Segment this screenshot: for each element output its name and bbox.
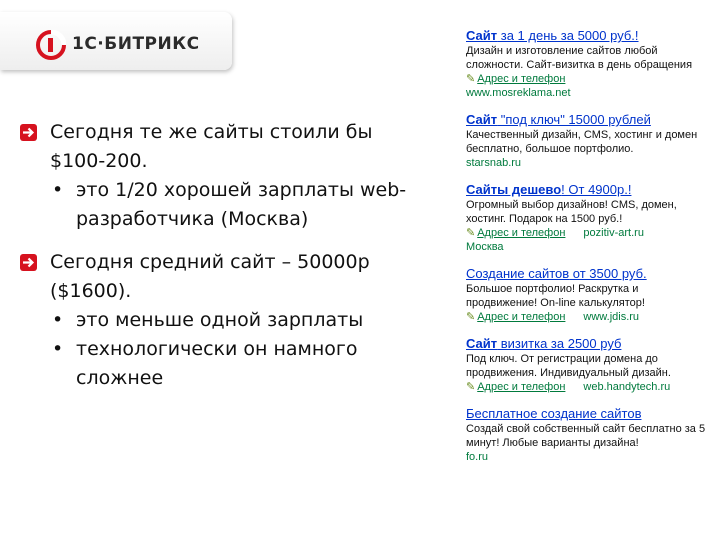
ad-url[interactable]: web.handytech.ru — [583, 381, 671, 393]
ad-description: Огромный выбор дизайнов! CMS, домен, хостинг. Подарок на 1500 руб.! — [466, 199, 677, 225]
bitrix-logo-icon — [36, 30, 66, 60]
pin-icon: ✎ — [466, 381, 476, 393]
sub-bullet-item: • это 1/20 хорошей зарплаты web-разработчика (Москва) — [52, 179, 407, 230]
ad-title-link[interactable]: Бесплатное создание сайтов — [466, 406, 642, 421]
pin-icon: ✎ — [466, 227, 476, 239]
ad-url[interactable]: pozitiv-art.ru — [583, 227, 644, 239]
ad-block — [466, 406, 706, 464]
ad-url[interactable]: fo.ru — [466, 451, 489, 463]
red-arrow-icon — [20, 254, 37, 271]
bullet-text: Сегодня средний сайт – 50000р ($1600). — [50, 251, 370, 302]
ad-contact-link[interactable]: Адрес и телефон — [477, 311, 566, 323]
pin-icon: ✎ — [466, 311, 476, 323]
ad-description: Качественный дизайн, CMS, хостинг и домен бесплатно, большое портфолио. — [466, 129, 698, 155]
ad-title-link[interactable]: Сайт "под ключ" 15000 рублей — [466, 112, 651, 127]
ad-description: Большое портфолио! Раскрутка и продвижение! On-line калькулятор! — [466, 283, 645, 309]
ad-title-link[interactable]: Сайты дешево! От 4900р.! — [466, 182, 632, 197]
sub-bullet-item: • это меньше одной зарплаты — [52, 309, 364, 331]
ad-description: Дизайн и изготовление сайтов любой сложности. Сайт-визитка в день обращения — [466, 45, 693, 71]
ad-block — [466, 28, 706, 100]
ad-region: Москва — [466, 241, 504, 253]
bullet-item — [18, 248, 418, 393]
ad-url[interactable]: www.mosreklama.net — [466, 87, 571, 99]
ad-title-link[interactable]: Создание сайтов от 3500 руб. — [466, 266, 647, 281]
sub-bullet-text: технологически он намного сложнее — [76, 338, 358, 389]
pin-icon: ✎ — [466, 73, 476, 85]
ad-block — [466, 112, 706, 170]
ad-title-link[interactable]: Сайт за 1 день за 5000 руб.! — [466, 28, 639, 43]
ad-block — [466, 266, 706, 324]
logo-text: 1С·БИТРИКС — [72, 34, 200, 54]
ad-description: Под ключ. От регистрации домена до продвижения. Индивидуальный дизайн. — [466, 353, 671, 379]
bullet-text: Сегодня те же сайты стоили бы $100-200. — [50, 121, 373, 172]
ad-block — [466, 182, 706, 254]
ad-url[interactable]: starsnab.ru — [466, 157, 522, 169]
ad-description: Создай свой собственный сайт бесплатно за 5 минут! Любые варианты дизайна! — [466, 423, 706, 449]
ad-title-link[interactable]: Сайт визитка за 2500 руб — [466, 336, 622, 351]
ad-url[interactable]: www.jdis.ru — [583, 311, 640, 323]
ad-contact-link[interactable]: Адрес и телефон — [477, 73, 566, 85]
logo-panel — [0, 12, 232, 70]
bullet-item — [18, 118, 418, 234]
sub-bullet-item: • технологически он намного сложнее — [52, 338, 358, 389]
ad-contact-link[interactable]: Адрес и телефон — [477, 381, 566, 393]
sub-bullet-text: это 1/20 хорошей зарплаты web-разработчика (Москва) — [76, 179, 407, 230]
sub-bullet-text: это меньше одной зарплаты — [76, 309, 364, 331]
bullet-list — [18, 118, 418, 407]
ad-block — [466, 336, 706, 394]
ads-column — [466, 28, 706, 476]
red-arrow-icon — [20, 124, 37, 141]
ad-contact-link[interactable]: Адрес и телефон — [477, 227, 566, 239]
